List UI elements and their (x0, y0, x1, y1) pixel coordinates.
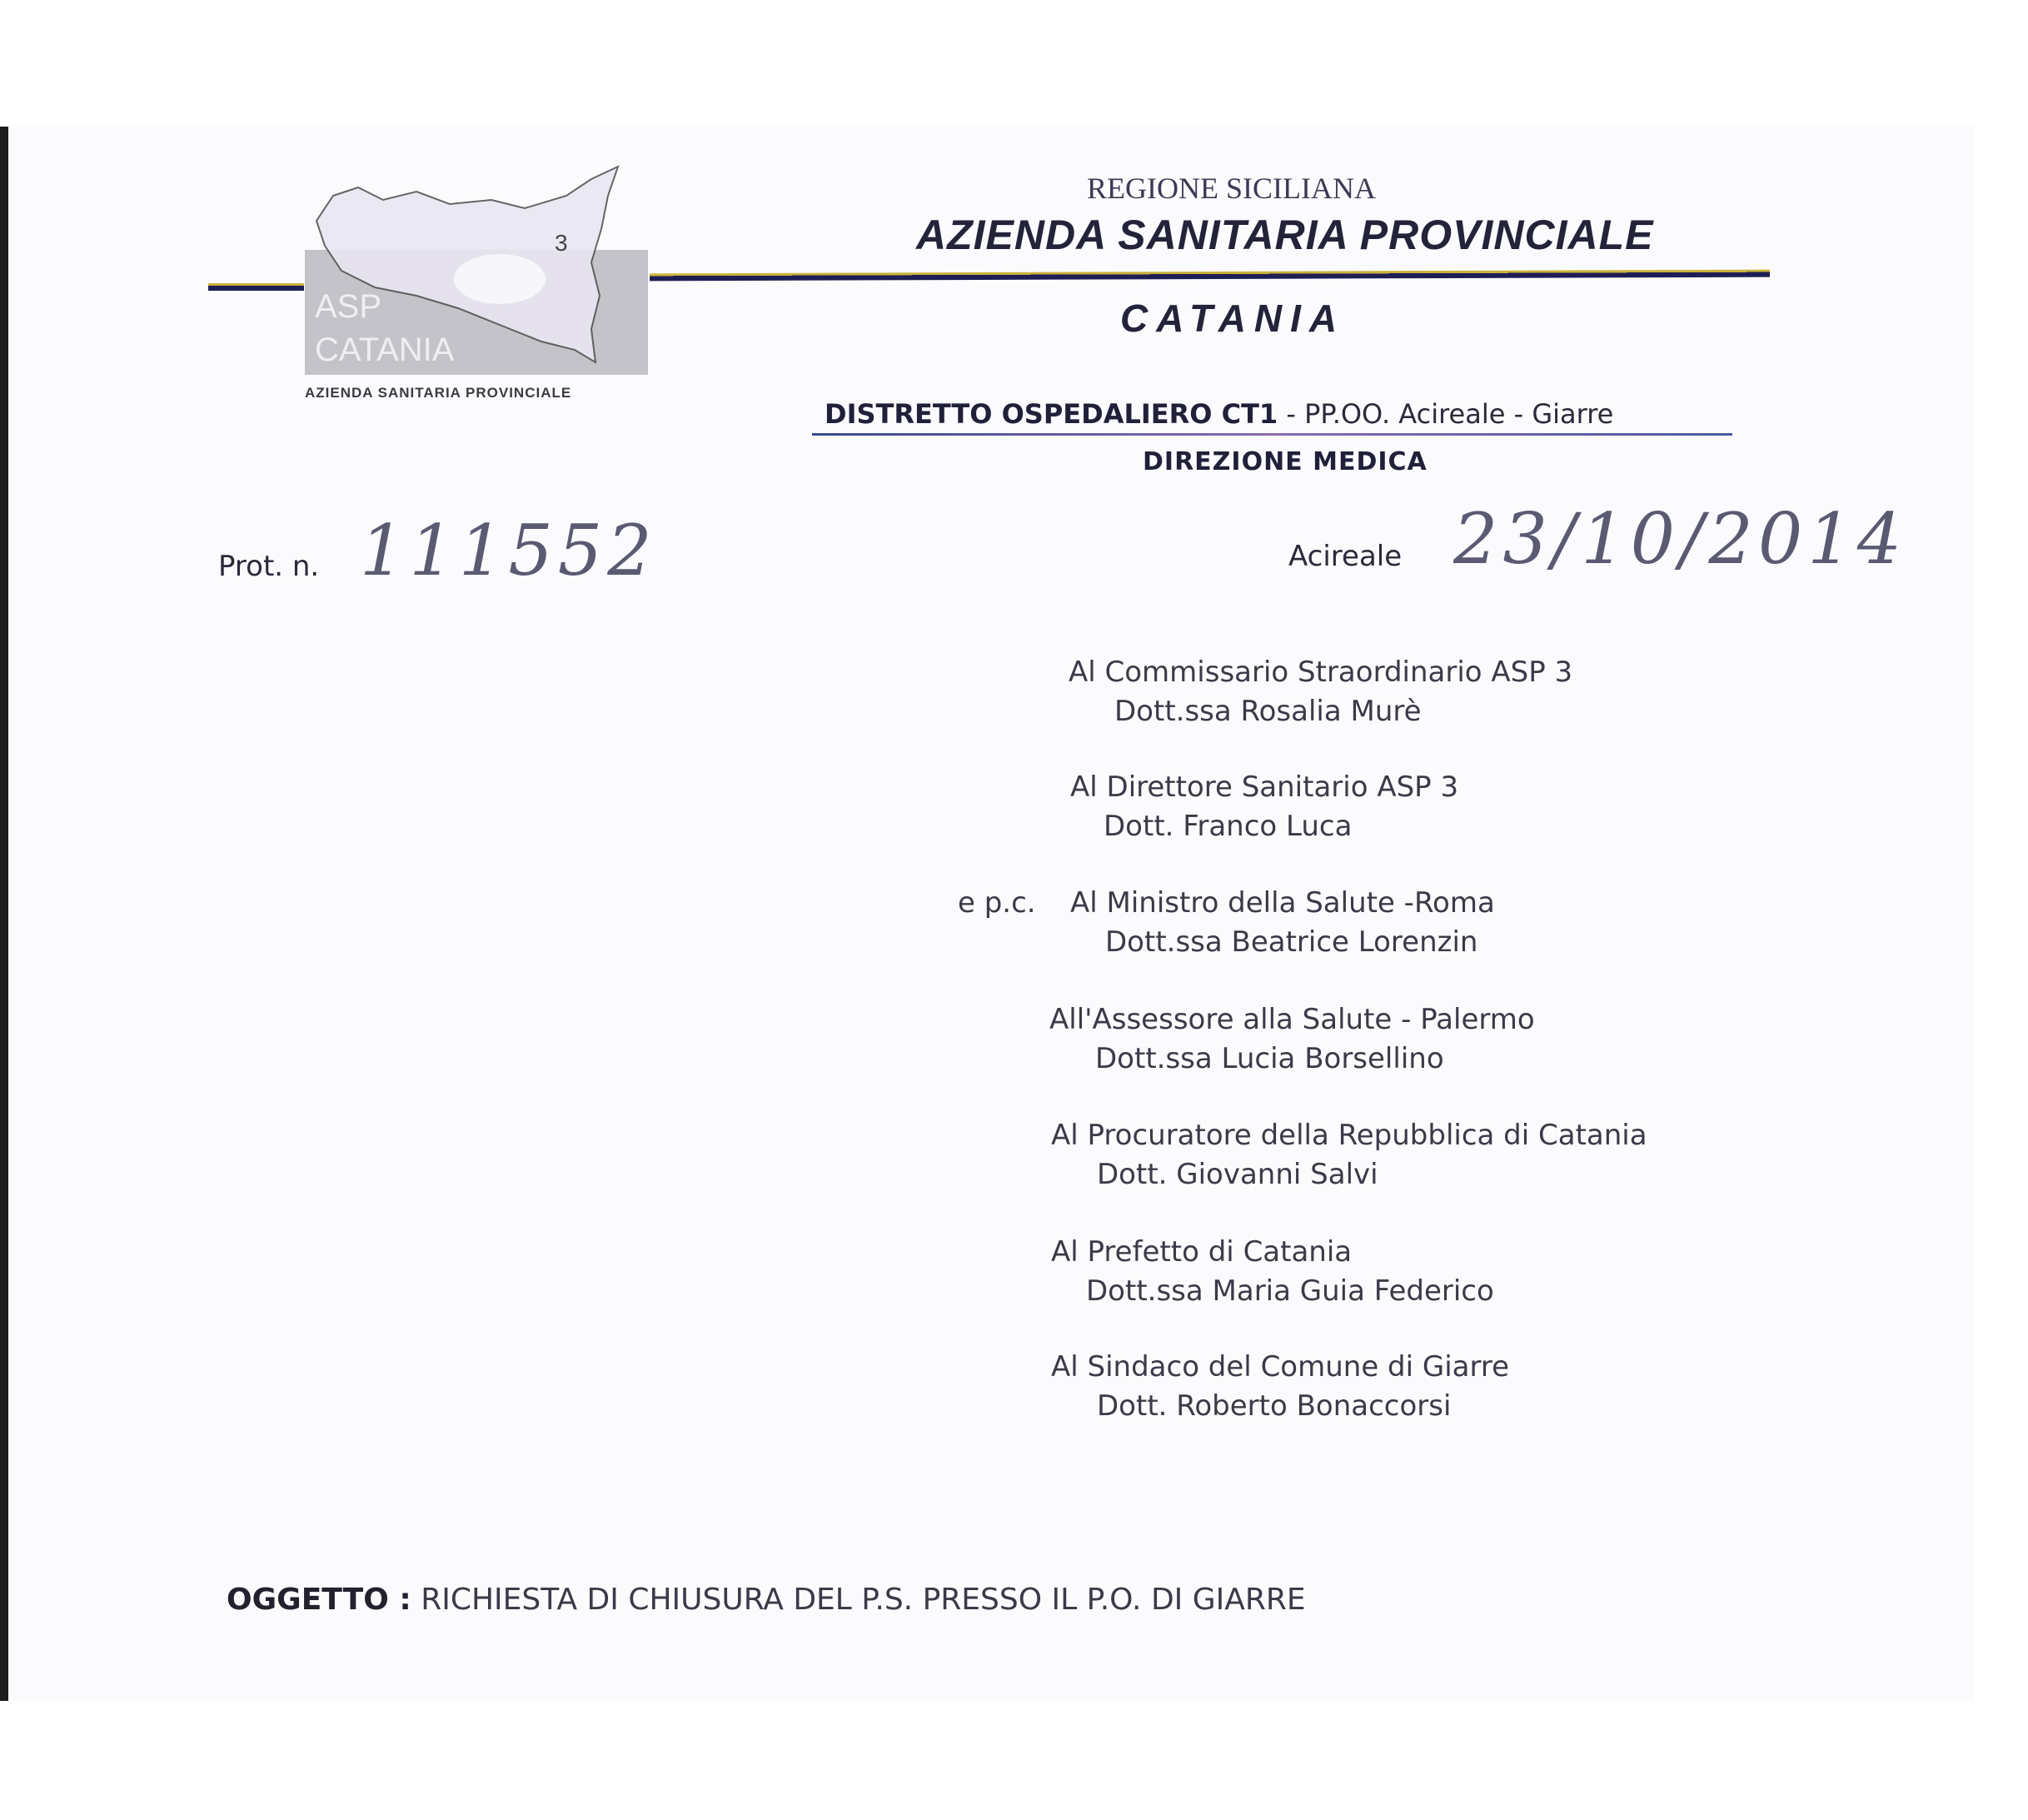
region-heading: REGIONE SICILIANA (1087, 172, 1376, 205)
recipient-block (1049, 1000, 1535, 1079)
district-line (825, 398, 1613, 430)
logo-number: 3 (555, 230, 568, 256)
subject-line (227, 1583, 1306, 1617)
recipient-title: Al Sindaco del Comune di Giarre (1051, 1350, 1510, 1384)
letter-date: 23/10/2014 (1453, 498, 1907, 580)
azienda-heading: AZIENDA SANITARIA PROVINCIALE (916, 212, 1654, 258)
recipient-block (1051, 1116, 1647, 1194)
logo-catania: CATANIA (315, 332, 455, 368)
recipient-block (1070, 884, 1495, 962)
recipient-name: Dott.ssa Rosalia Murè (1114, 695, 1422, 728)
recipient-name: Dott. Giovanni Salvi (1097, 1158, 1378, 1191)
subject-label: OGGETTO : (227, 1583, 411, 1617)
direction-heading: DIREZIONE MEDICA (1143, 447, 1428, 476)
district-rule (812, 433, 1732, 436)
subject-text: RICHIESTA DI CHIUSURA DEL P.S. PRESSO IL P.O. DI GIARRE (421, 1583, 1306, 1617)
cc-prefix: e p.c. (958, 886, 1036, 920)
place-label: Acireale (1288, 540, 1403, 573)
header-rule-left (208, 283, 304, 291)
district-hospitals: - PP.OO. Acireale - Giarre (1278, 398, 1614, 430)
recipient-block (1051, 1348, 1509, 1426)
recipient-title: Al Prefetto di Catania (1051, 1235, 1353, 1269)
recipient-title: All'Assessore alla Salute - Palermo (1049, 1003, 1535, 1036)
recipient-name: Dott.ssa Beatrice Lorenzin (1105, 925, 1478, 959)
recipient-title: Al Ministro della Salute -Roma (1070, 886, 1495, 920)
recipient-block (1069, 653, 1572, 731)
recipient-name: Dott. Franco Luca (1104, 810, 1353, 843)
recipient-title: Al Commissario Straordinario ASP 3 (1069, 656, 1573, 689)
recipient-name: Dott.ssa Lucia Borsellino (1095, 1042, 1444, 1075)
recipient-name: Dott.ssa Maria Guia Federico (1086, 1274, 1494, 1308)
logo-subtitle: AZIENDA SANITARIA PROVINCIALE (305, 385, 572, 401)
page-edge (0, 127, 8, 1701)
district-name: DISTRETTO OSPEDALIERO CT1 (825, 398, 1278, 430)
recipient-block (1051, 1233, 1494, 1311)
recipient-title: Al Direttore Sanitario ASP 3 (1070, 770, 1459, 804)
recipient-block (1070, 768, 1458, 846)
recipient-title: Al Procuratore della Repubblica di Catania (1051, 1119, 1647, 1152)
protocol-label: Prot. n. (218, 550, 320, 583)
protocol-number: 111552 (360, 510, 657, 591)
city-heading: CATANIA (1120, 297, 1346, 340)
recipient-name: Dott. Roberto Bonaccorsi (1097, 1389, 1452, 1423)
logo-asp: ASP (315, 288, 382, 325)
